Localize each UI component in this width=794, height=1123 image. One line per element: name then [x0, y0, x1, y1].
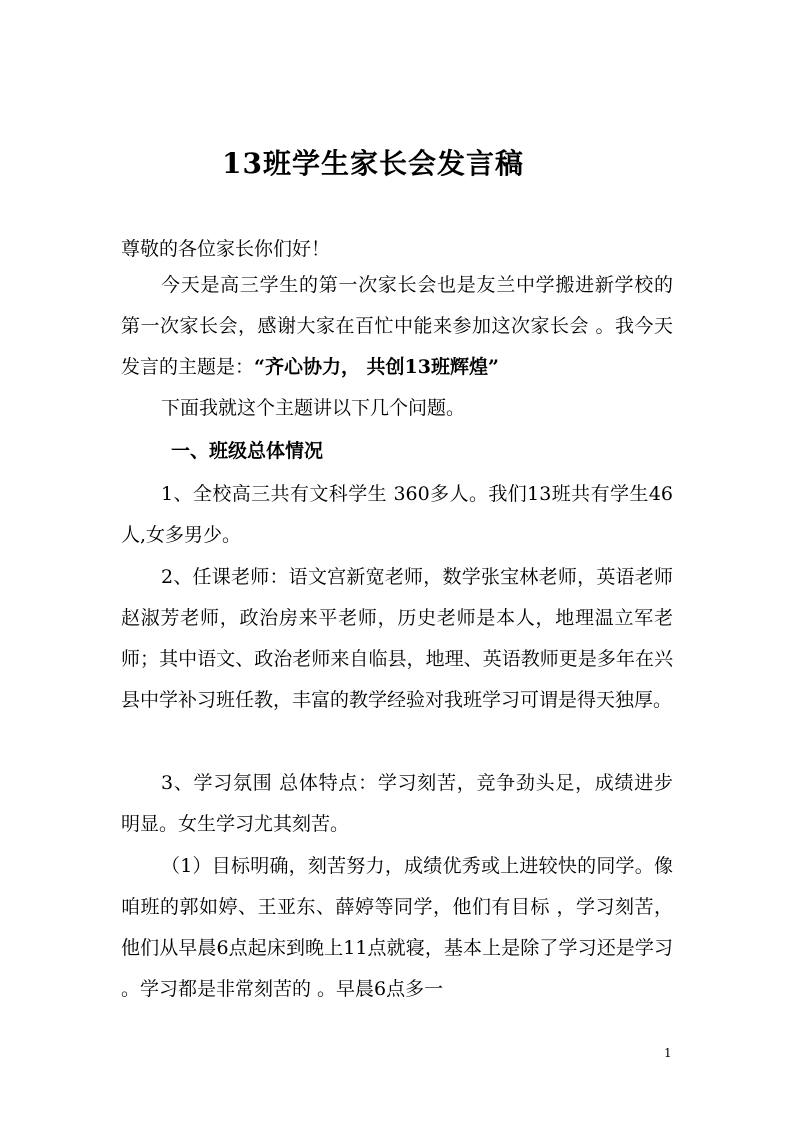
transition-paragraph: 下面我就这个主题讲以下几个问题。	[161, 397, 466, 419]
page-number: 1	[664, 1046, 672, 1060]
intro-text: 今天是高三学生的第一次家长会也是友兰中学搬进新学校的第一次家长会，感谢大家在百忙中能来参加这次家长会 。我今天发言的主题是：	[121, 274, 673, 378]
item-1-paragraph: 1、全校高三共有文科学生 360多人。我们13班共有学生46人,女多男少。	[121, 483, 673, 546]
item-3-sub-1-paragraph: （1）目标明确，刻苦努力，成绩优秀或上进较快的同学。像咱班的郭如婷、王亚东、薛婷等同学，他们有目标 ，学习刻苦，他们从早晨6点起床到晚上11点就寝，基本上是除了学习还是学习 。学习都是非常刻苦的 。早晨6点多一	[121, 855, 673, 1000]
item-2-paragraph: 2、任课老师：语文宫新宽老师，数学张宝林老师，英语老师赵淑芳老师，政治房来平老师，历史老师是本人，地理温立军老师；其中语文、政治老师来自临县，地理、英语教师更是多年在兴县中学补习班任教，丰富的教学经验对我班学习可谓是得天独厚。	[121, 566, 673, 711]
theme-text: “齐心协力， 共创13班辉煌”	[254, 356, 499, 378]
page-title: 13班学生家长会发言稿	[222, 147, 524, 180]
greeting: 尊敬的各位家长你们好！	[121, 238, 331, 260]
item-3-paragraph: 3、学习氛围 总体特点：学习刻苦，竞争劲头足，成绩进步明显。女生学习尤其刻苦。	[121, 772, 673, 835]
intro-paragraph	[121, 265, 673, 388]
section-heading: 一、班级总体情况	[171, 440, 324, 462]
